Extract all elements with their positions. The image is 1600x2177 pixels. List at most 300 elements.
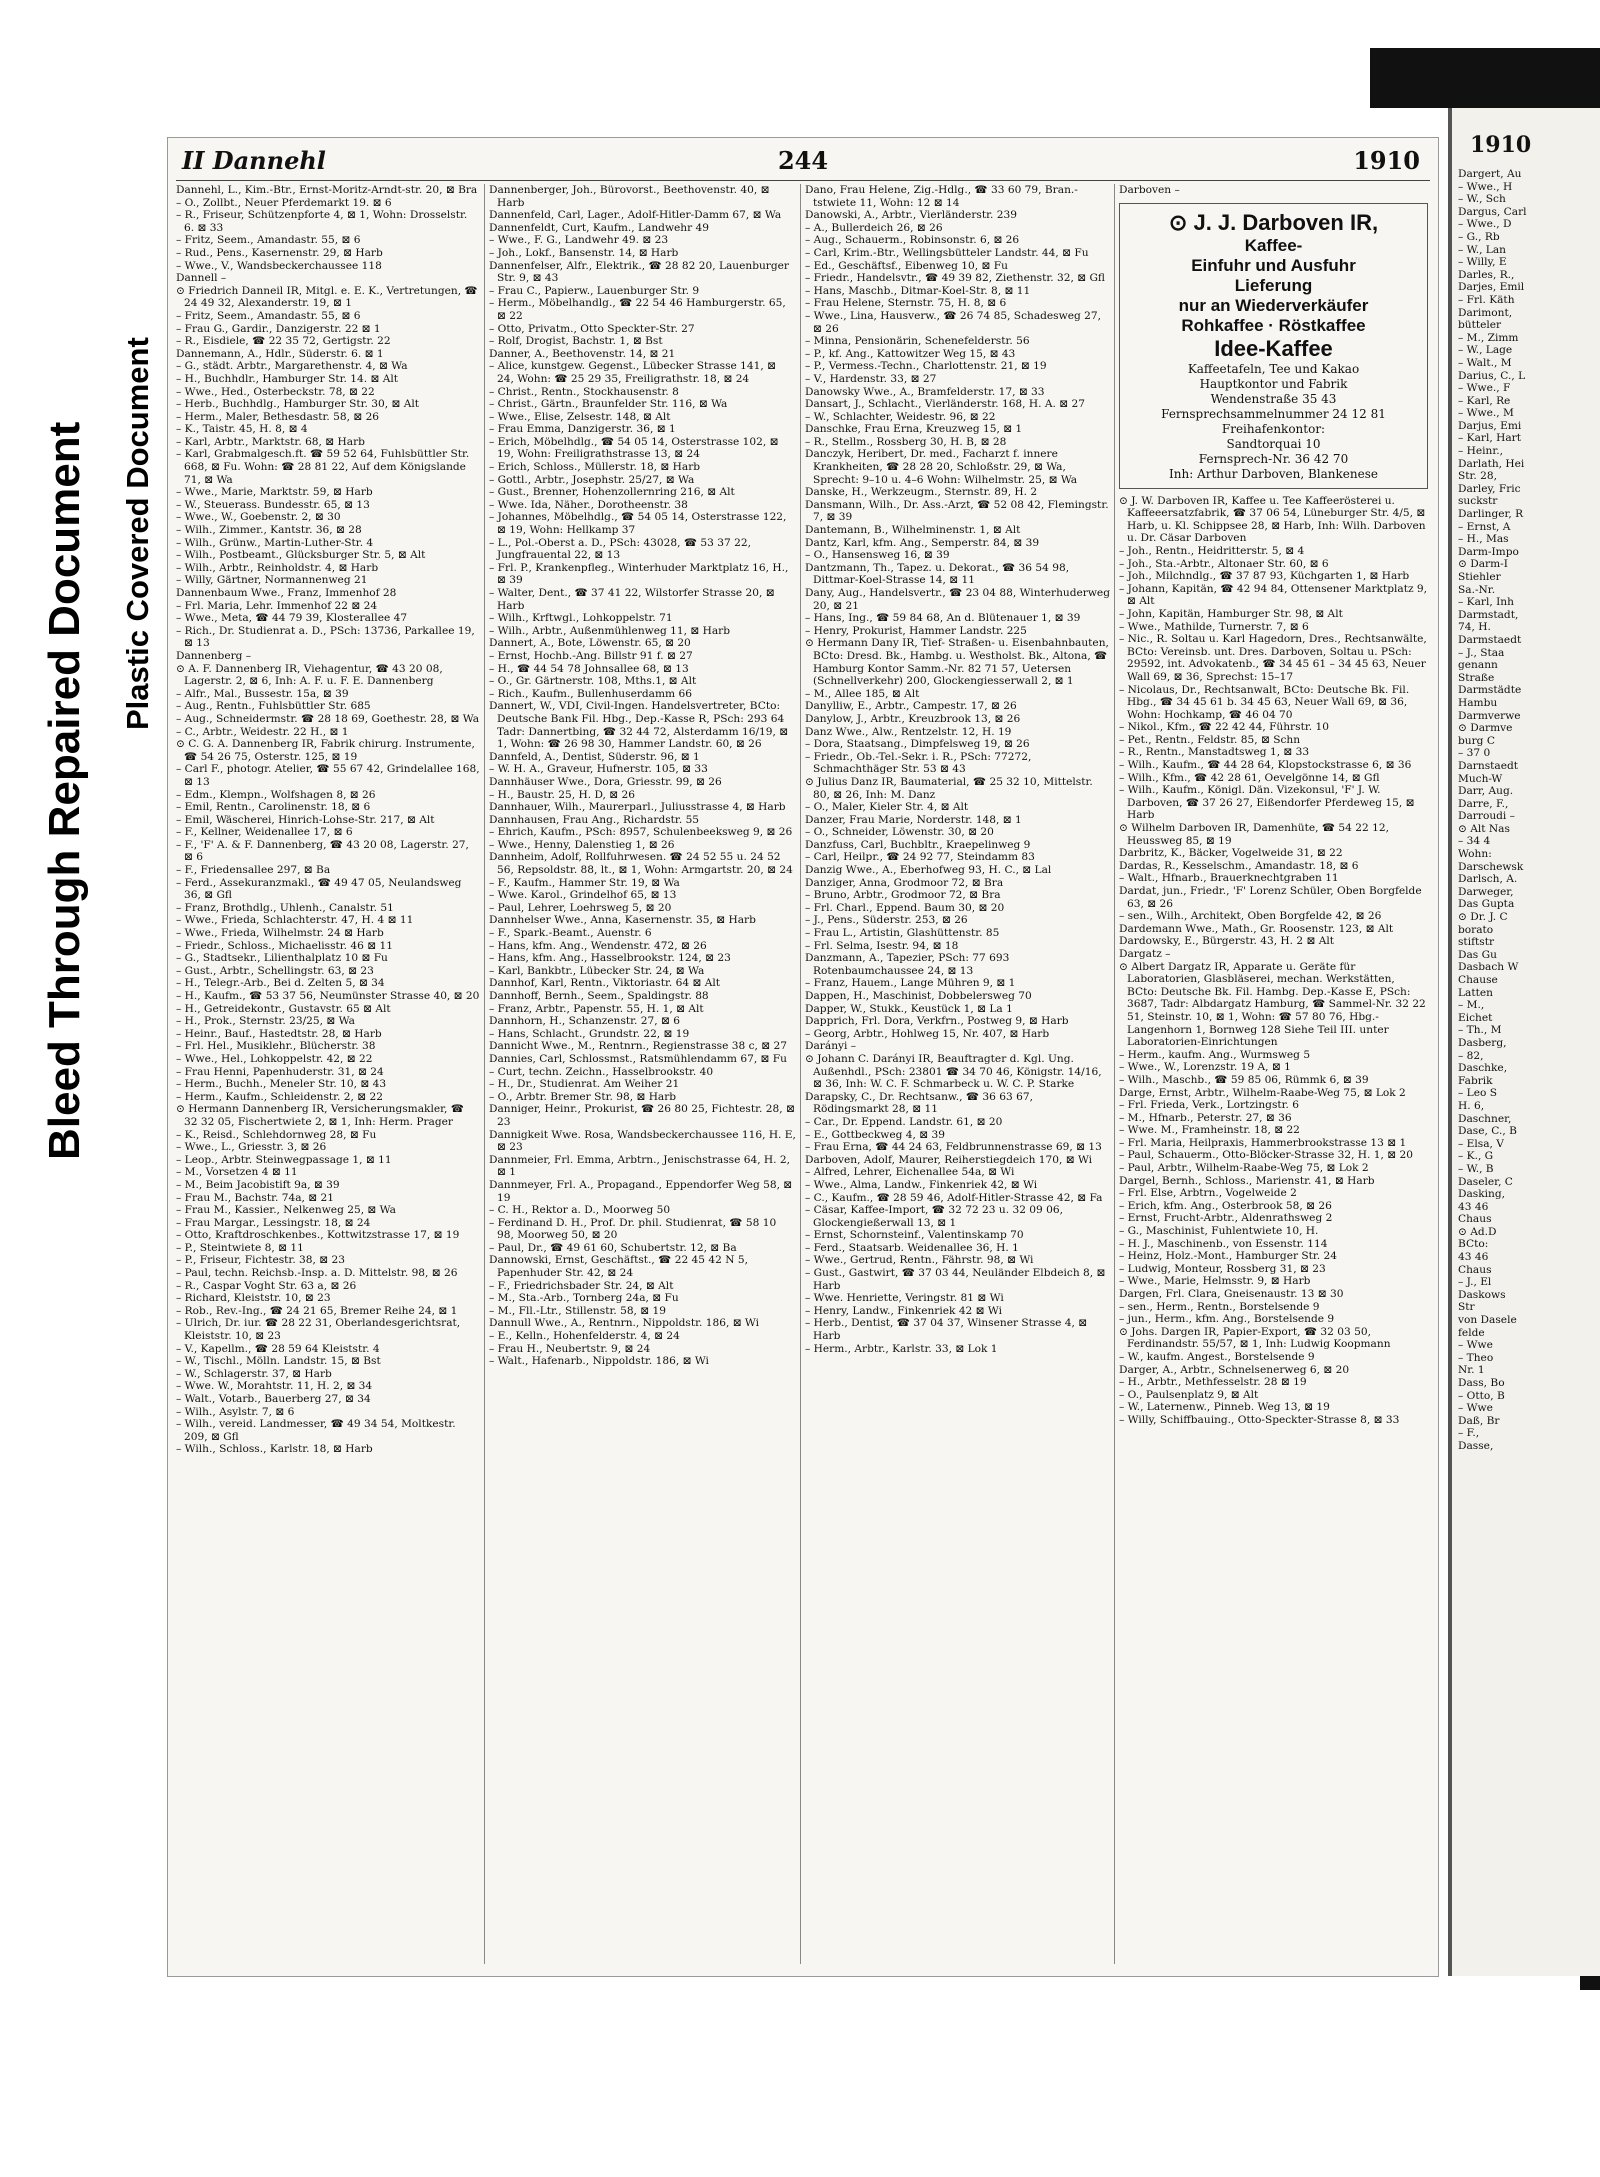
directory-entry: – Herb., Dentist, ☎ 37 04 37, Winsener Strasse 4, ⊠ Harb <box>805 1317 1088 1343</box>
directory-entry: Fernsprech-Nr. 36 42 70 <box>1198 451 1349 466</box>
directory-entry: – Alfred, Lehrer, Eichenallee 54a, ⊠ Wi <box>805 1166 1015 1179</box>
directory-entry: Danylow, J., Arbtr., Kreuzbrook 13, ⊠ 26 <box>805 712 1021 725</box>
directory-entry: Dapper, W., Stukk., Keustück 1, ⊠ La 1 <box>805 1002 1013 1015</box>
directory-entry: – 82, <box>1458 1049 1484 1062</box>
directory-entry: Dannert, W., VDI, Civil-Ingen. Handelsvertreter, BCto: Deutsche Bank Fil. Hbg., Dep.-Kasse R, PSch: 293 64 Tadr: Dannertbing, ☎ 32 44 72, Alsterdamm 16/19, ⊠ 1, Wohn: ☎ 26 98 30, Hammer Landstr. 60, ⊠ 26 <box>489 700 789 751</box>
directory-entry: Dasbach W <box>1458 961 1519 974</box>
directory-entry: Darapsky, C., Dr. Rechtsanw., ☎ 36 63 67, Rödingsmarkt 28, ⊠ 11 <box>805 1090 1033 1116</box>
directory-entry: Danowski, A., Arbtr., Vierländerstr. 239 <box>805 209 1017 222</box>
directory-entry: Kaffee- <box>1244 235 1303 255</box>
directory-entry: BCto: <box>1458 1238 1489 1251</box>
directory-entry: – Frau L., Artistin, Glashüttenstr. 85 <box>805 927 1000 940</box>
directory-entry: Dargert, Au <box>1458 168 1522 180</box>
directory-entry: Eichet <box>1458 1011 1493 1024</box>
ad-title: ⊙ J. J. Darboven IR, <box>1168 209 1379 235</box>
directory-entry: – C., Arbtr., Weidestr. 22 H., ⊠ 1 <box>176 725 349 738</box>
directory-entry: Darlath, Hei <box>1458 457 1525 470</box>
directory-entry: Dasse, <box>1458 1439 1494 1452</box>
directory-entry: – Walt., Hafenarb., Nippoldstr. 186, ⊠ Wi <box>489 1355 709 1368</box>
directory-entry: – J., Pens., Süderstr. 253, ⊠ 26 <box>805 914 968 927</box>
directory-entry: ⊙ A. F. Dannenberg IR, Viehagentur, ☎ 43 20 08, Lagerstr. 2, ⊠ 6, Inh: A. F. u. F. E. Dannenberg <box>176 662 443 688</box>
directory-entry: – Hans, Maschb., Ditmar-Koel-Str. 8, ⊠ 11 <box>805 284 1031 297</box>
directory-entry: Danzer, Frau Marie, Norderstr. 148, ⊠ 1 <box>805 813 1022 826</box>
directory-entry: – Karl, Grabmalgesch.ft. ☎ 59 52 64, Fuhlsbüttler Str. 668, ⊠ Fu. Wohn: ☎ 28 81 22, Auf dem Königslande 71, ⊠ Wa <box>176 448 470 486</box>
directory-entry: – H., Prok., Sternstr. 23/25, ⊠ Wa <box>176 1015 355 1028</box>
directory-entry: ⊙ Wilhelm Darboven IR, Damenhüte, ☎ 54 22 12, Heussweg 85, ⊠ 19 <box>1119 822 1389 847</box>
directory-entry: Dantzmann, Th., Tapez. u. Dekorat., ☎ 36 54 98, Dittmar-Koel-Strasse 14, ⊠ 11 <box>805 561 1070 587</box>
directory-entry: – jun., Herm., kfm. Ang., Borstelsende 9 <box>1119 1313 1335 1326</box>
directory-entry: Dappen, H., Maschinist, Dobbelersweg 70 <box>805 990 1032 1002</box>
directory-entry: Darlinger, R <box>1458 508 1524 521</box>
directory-entry: – Willy, Gärtner, Normannenweg 21 <box>176 574 368 587</box>
directory-entry: – A., Bullerdeich 26, ⊠ 26 <box>805 221 943 234</box>
directory-entry: – Christ., Rentn., Stockhausenstr. 8 <box>489 385 679 398</box>
directory-entry: Dass, Bo <box>1458 1377 1505 1389</box>
directory-entry: – Aug., Schneidermstr. ☎ 28 18 69, Goethestr. 28, ⊠ Wa <box>176 712 480 725</box>
directory-entry: – Heinr., <box>1458 445 1504 458</box>
directory-entry: – Joh., Milchndlg., ☎ 37 87 93, Küchgarten 1, ⊠ Harb <box>1119 570 1410 583</box>
directory-entry: Darre, F., <box>1458 797 1509 810</box>
directory-entry: – O., Schneider, Löwenstr. 30, ⊠ 20 <box>805 826 994 839</box>
directory-entry: – Herm., Arbtr., Karlstr. 33, ⊠ Lok 1 <box>805 1342 998 1355</box>
directory-entry: – K., Reisd., Schlehdornweg 28, ⊠ Fu <box>176 1128 377 1141</box>
directory-entry: – Friedr., Ob.-Tel.-Sekr. i. R., PSch: 77272, Schmachthäger Str. 53 ⊠ 43 <box>805 750 1032 776</box>
directory-entry: Dansmann, Wilh., Dr. Ass.-Arzt, ☎ 52 08 42, Flemingstr. 7, ⊠ 39 <box>805 498 1109 524</box>
directory-entry: Danziger, Anna, Grodmoor 72, ⊠ Bra <box>805 876 1004 889</box>
column-4 <box>1114 184 1432 1964</box>
directory-entry: – Edm., Klempn., Wolfshagen 8, ⊠ 26 <box>176 788 376 801</box>
page-number: 244 <box>777 146 829 175</box>
directory-entry: – Paul, Lehrer, Loehrsweg 5, ⊠ 20 <box>489 901 672 914</box>
directory-entry: – Wwe., Frieda, Wilhelmstr. 24 ⊠ Harb <box>176 927 384 940</box>
directory-entry: – Johann, Kapitän, ☎ 42 94 84, Ottensener Marktplatz 9, ⊠ Alt <box>1119 582 1428 608</box>
directory-entry: Danz Wwe., Alw., Rentzelstr. 12, H. 19 <box>805 725 1012 738</box>
directory-entry: – Wwe., Hed., Osterbeckstr. 78, ⊠ 22 <box>176 385 375 398</box>
directory-entry: – F., Kaufm., Hammer Str. 19, ⊠ Wa <box>489 876 680 889</box>
directory-entry: – Friedr., Schloss., Michaelisstr. 46 ⊠ 11 <box>176 939 393 952</box>
directory-entry: – Curt, techn. Zeichn., Hasselbrookstr. 40 <box>489 1065 714 1078</box>
directory-entry: – M., Hfnarb., Peterstr. 27, ⊠ 36 <box>1119 1111 1292 1124</box>
header-rule <box>176 180 1430 181</box>
directory-entry: Dansart, J., Schlacht., Vierländerstr. 168, H. A. ⊠ 27 <box>805 398 1085 411</box>
directory-entry: – Frl. Else, Arbtrn., Vogelweide 2 <box>1119 1187 1297 1200</box>
directory-entry: – Car., Dr. Eppend. Landstr. 61, ⊠ 20 <box>805 1115 1003 1128</box>
directory-entry: – Frau Helene, Sternstr. 75, H. 8, ⊠ 6 <box>805 297 1007 310</box>
directory-entry: Darroudi – <box>1458 810 1515 823</box>
directory-entry: – F., Friedensallee 297, ⊠ Ba <box>176 864 331 877</box>
directory-entry: 43 46 <box>1458 1200 1489 1213</box>
directory-entry: Dasberg, <box>1458 1036 1507 1049</box>
directory-entry: – Wwe., H <box>1458 180 1513 193</box>
directory-entry: – Gust., Arbtr., Schellingstr. 63, ⊠ 23 <box>176 964 374 977</box>
directory-entry: Dargel, Bernh., Schloss., Marienstr. 41, ⊠ Harb <box>1119 1174 1375 1187</box>
directory-entry: – Carl, Krim.-Btr., Wellingsbütteler Landstr. 44, ⊠ Fu <box>805 246 1089 259</box>
directory-entry: genann <box>1458 659 1498 672</box>
directory-entry: Dargen, Frl. Clara, Gneisenaustr. 13 ⊠ 30 <box>1119 1288 1344 1300</box>
directory-entry: – H., ☎ 44 54 78 Johnsallee 68, ⊠ 13 <box>489 662 689 675</box>
directory-entry: – Hans, kfm. Ang., Wendenstr. 472, ⊠ 26 <box>489 939 707 952</box>
directory-entry: – Henry, Landw., Finkenriek 42 ⊠ Wi <box>805 1304 1003 1317</box>
page-year: 1910 <box>1353 146 1420 175</box>
bleed-through-label: Bleed Through Repaired Document <box>40 421 89 1160</box>
directory-entry: – Frau Margar., Lessingstr. 18, ⊠ 24 <box>176 1216 371 1229</box>
directory-entry: Darimont, <box>1458 306 1513 319</box>
directory-entry: – M., Vorsetzen 4 ⊠ 11 <box>176 1166 298 1179</box>
directory-entry: – Georg, Arbtr., Hohlweg 15, Nr. 407, ⊠ Harb <box>805 1027 1050 1040</box>
directory-entry: – Ulrich, Dr. iur. ☎ 28 22 31, Oberlandesgerichtsrat, Kleiststr. 10, ⊠ 23 <box>176 1317 461 1343</box>
directory-entry: Latten <box>1458 986 1493 999</box>
directory-entry: Str. 28, <box>1458 470 1497 483</box>
directory-entry: Wendenstraße 35 43 <box>1210 391 1337 406</box>
directory-entry: Wohn: <box>1458 848 1492 861</box>
directory-entry: Darbritz, K., Bäcker, Vogelweide 31, ⊠ 22 <box>1119 847 1343 860</box>
directory-entry: – M., Zimm <box>1458 331 1519 344</box>
directory-entry: Daschner, <box>1458 1112 1512 1125</box>
directory-entry: – John, Kapitän, Hamburger Str. 98, ⊠ Alt <box>1119 607 1343 620</box>
directory-entry: – M., Sta.-Arb., Tornberg 24a, ⊠ Fu <box>489 1292 679 1305</box>
directory-entry: Daskows <box>1458 1288 1506 1301</box>
directory-entry: Dasking, <box>1458 1188 1506 1201</box>
directory-entry: – Willy, Schiffbauing., Otto-Speckter-Strasse 8, ⊠ 33 <box>1119 1413 1400 1426</box>
directory-entry: Dannenfeldt, Curt, Kaufm., Landwehr 49 <box>489 221 710 234</box>
directory-entry: ⊙ Darmve <box>1458 722 1513 735</box>
directory-entry: – Wwe., Marie, Helmsstr. 9, ⊠ Harb <box>1119 1275 1311 1288</box>
directory-entry: – Joh., Sta.-Arbtr., Altonaer Str. 60, ⊠ 6 <box>1119 557 1329 570</box>
directory-entry: – Wwe., Marie, Marktstr. 59, ⊠ Harb <box>176 486 373 499</box>
directory-entry: – F., Spark.-Beamt., Auenstr. 6 <box>489 927 652 940</box>
directory-entry: Chause <box>1458 974 1498 986</box>
directory-entry: – Ernst, Schornsteinf., Valentinskamp 70 <box>805 1229 1024 1242</box>
directory-entry: Dannenbaum Wwe., Franz, Immenhof 28 <box>176 587 397 599</box>
directory-entry: – Franz, Hauem., Lange Mühren 9, ⊠ 1 <box>805 977 1016 990</box>
directory-entry: Dannhoff, Bernh., Seem., Spaldingstr. 88 <box>489 990 709 1002</box>
directory-entry: Dardemann Wwe., Math., Gr. Roosenstr. 123, ⊠ Alt <box>1119 922 1394 935</box>
directory-entry: – O., Zollbt., Neuer Pferdemarkt 19. ⊠ 6 <box>176 196 392 209</box>
directory-entry: – J., Staa <box>1458 646 1505 659</box>
directory-entry: – G., Rb <box>1458 230 1500 243</box>
directory-entry: Dannell – <box>176 272 227 285</box>
directory-entry: Fabrik <box>1458 1074 1493 1087</box>
directory-entry: Danzig Wwe., A., Eberhofweg 93, H. C., ⊠ Lal <box>805 864 1052 877</box>
directory-entry: – Wwe., Mathilde, Turnerstr. 7, ⊠ 6 <box>1119 620 1309 633</box>
directory-entry: – Alfr., Mal., Bussestr. 15a, ⊠ 39 <box>176 687 349 700</box>
directory-entry: – Paul, Schauerm., Otto-Blöcker-Strasse 32, H. 1, ⊠ 20 <box>1119 1149 1413 1162</box>
directory-entry: – Gottl., Arbtr., Josephstr. 25/27, ⊠ Wa <box>489 473 695 486</box>
directory-entry: – Wwe., V., Wandsbeckerchaussee 118 <box>176 259 382 272</box>
directory-entry: – Rich., Kaufm., Bullenhuserdamm 66 <box>489 687 692 700</box>
directory-entry: – W., Sch <box>1458 193 1506 206</box>
directory-entry: – Emil, Wäscherei, Hinrich-Lohse-Str. 217, ⊠ Alt <box>176 813 435 826</box>
directory-entry: suckstr <box>1458 495 1498 508</box>
directory-entry: – Wwe., Elise, Zelsestr. 148, ⊠ Alt <box>489 410 671 423</box>
directory-entry: Rohkaffee · Röstkaffee <box>1181 315 1366 335</box>
directory-entry: Dannicht Wwe., M., Rentnrn., Regienstrasse 38 c, ⊠ 27 <box>489 1040 787 1053</box>
directory-entry: – Rob., Rev.-Ing., ☎ 24 21 65, Bremer Reihe 24, ⊠ 1 <box>176 1304 458 1317</box>
directory-entry: ⊙ C. G. A. Dannenberg IR, Fabrik chirurg. Instrumente, ☎ 54 26 75, Osterstr. 125, ⊠ 19 <box>176 738 475 763</box>
directory-entry: – Frl. P., Krankenpfleg., Winterhuder Marktplatz 16, H., ⊠ 39 <box>489 561 789 587</box>
directory-entry: – 34 4 <box>1458 835 1491 848</box>
directory-entry: – Christ., Gärtn., Braunfelder Str. 116, ⊠ Wa <box>489 398 728 411</box>
directory-entry: Dannhelser Wwe., Anna, Kasernenstr. 35, ⊠ Harb <box>489 914 756 927</box>
directory-entry: – Theo <box>1458 1351 1494 1364</box>
directory-entry: – Franz, Brothdlg., Uhlenh., Canalstr. 51 <box>176 901 394 914</box>
column-2 <box>484 184 800 1964</box>
directory-entry: Dannheim, Adolf, Rollfuhrwesen. ☎ 24 52 55 u. 24 52 56, Repsoldstr. 88, lt., ⊠ 1, Wohn: Armgartstr. 20, ⊠ 24 <box>489 851 793 877</box>
page-heading-name: II Dannehl <box>182 146 326 175</box>
directory-entry: – Nikol., Kfm., ☎ 22 42 44, Führstr. 10 <box>1119 721 1329 734</box>
directory-entry: – Joh., Lokf., Bansenstr. 14, ⊠ Harb <box>489 246 679 259</box>
directory-entry: – Wwe., D <box>1458 218 1512 231</box>
directory-entry: Hambu <box>1458 696 1498 709</box>
directory-entry: Lieferung <box>1234 275 1313 295</box>
directory-entry: – R., Eisdiele, ☎ 22 35 72, Gertigstr. 22 <box>176 335 391 348</box>
directory-entry: – W., Steuerass. Bundesstr. 65, ⊠ 13 <box>176 498 370 511</box>
directory-entry: Darmstadt, <box>1458 608 1519 621</box>
directory-entry: Dannehl, L., Kim.-Btr., Ernst-Moritz-Arndt-str. 20, ⊠ Bra <box>176 184 478 196</box>
directory-entry: Darge, Ernst, Arbtr., Wilhelm-Raabe-Weg 75, ⊠ Lok 2 <box>1119 1086 1406 1099</box>
directory-entry: Darboven, Adolf, Maurer, Reiherstiegdeich 170, ⊠ Wi <box>805 1153 1093 1166</box>
directory-entry: Dannemann, A., Hdlr., Süderstr. 6. ⊠ 1 <box>176 347 384 360</box>
directory-entry: – Wwe., M <box>1458 407 1514 420</box>
directory-entry: – Frau Henni, Papenhuderstr. 31, ⊠ 24 <box>176 1065 384 1078</box>
directory-entry: Str <box>1458 1301 1475 1314</box>
directory-entry: Dannfeld, A., Dentist, Süderstr. 96, ⊠ 1 <box>489 750 700 763</box>
directory-entry: 74, H. <box>1458 621 1491 634</box>
directory-entry: Dannert, A., Bote, Löwenstr. 65, ⊠ 20 <box>489 637 691 650</box>
directory-entry: – Karl, Bankbtr., Lübecker Str. 24, ⊠ Wa <box>489 964 705 977</box>
directory-entry: – Cäsar, Kaffee-Import, ☎ 32 72 23 u. 32 09 06, Glockengießerwall 13, ⊠ 1 <box>805 1204 1063 1229</box>
directory-entry: – Otto, B <box>1458 1389 1505 1402</box>
plastic-covered-label: Plastic Covered Document <box>120 337 155 730</box>
directory-entry: – Frl. Frieda, Verk., Lortzingstr. 6 <box>1119 1099 1300 1112</box>
directory-entry: – H., Baustr. 25, H. D, ⊠ 26 <box>489 788 636 801</box>
directory-entry: – W., Lage <box>1458 344 1513 357</box>
directory-entry: Danner, A., Beethovenstr. 14, ⊠ 21 <box>489 347 676 360</box>
directory-entry: – Herb., Buchhdlg., Hamburger Str. 30, ⊠ Alt <box>176 398 420 411</box>
directory-entry: – Erich, kfm. Ang., Osterbrook 58, ⊠ 26 <box>1119 1199 1332 1212</box>
directory-entry: – Frau Emma, Danzigerstr. 36, ⊠ 1 <box>489 423 676 436</box>
directory-entry: Straße <box>1458 671 1495 684</box>
directory-entry: – O., Paulsenplatz 9, ⊠ Alt <box>1119 1388 1259 1401</box>
directory-entry: Dargus, Carl <box>1458 205 1527 218</box>
directory-entry: – Wwe., F. G., Landwehr 49. ⊠ 23 <box>489 234 669 247</box>
directory-entry: – Frl. Hel., Musiklehr., Blücherstr. 38 <box>176 1040 376 1053</box>
directory-entry: felde <box>1458 1326 1485 1339</box>
directory-entry: Danylliw, E., Arbtr., Campestr. 17, ⊠ 26 <box>805 700 1017 713</box>
directory-entry: – Wwe., Lina, Hausverw., ☎ 26 74 85, Schadesweg 27, ⊠ 26 <box>805 309 1101 335</box>
directory-entry: Dannhausen, Frau Ang., Richardstr. 55 <box>489 813 700 826</box>
directory-entry: Danniger, Heinr., Prokurist, ☎ 26 80 25, Fichtestr. 28, ⊠ 23 <box>489 1103 795 1128</box>
directory-entry: – sen., Wilh., Architekt, Oben Borgfelde 42, ⊠ 26 <box>1119 910 1382 923</box>
directory-entry: – L., Pol.-Oberst a. D., PSch: 43028, ☎ 53 37 22, Jungfrauental 22, ⊠ 13 <box>489 536 751 562</box>
directory-entry: – H., Telegr.-Arb., Bei d. Zelten 5, ⊠ 34 <box>176 977 385 990</box>
directory-entry: – R., Friseur, Schützenpforte 4, ⊠ 1, Wohn: Drosselstr. 6. ⊠ 33 <box>176 209 468 234</box>
directory-entry: – Frau G., Gardir., Danzigerstr. 22 ⊠ 1 <box>176 322 381 335</box>
directory-entry: Much-W <box>1458 772 1503 785</box>
directory-entry: – Karl, Inh <box>1458 596 1514 609</box>
directory-entry: – Wilh., Schloss., Karlstr. 18, ⊠ Harb <box>176 1443 373 1456</box>
directory-entry: – Wwe., Alma, Landw., Finkenriek 42, ⊠ Wi <box>805 1178 1038 1191</box>
directory-entry: Darjus, Emi <box>1458 419 1522 432</box>
directory-entry: – Wwe. Ida, Näher., Dorotheenstr. 38 <box>489 498 688 511</box>
directory-entry: ⊙ Ad.D <box>1458 1225 1497 1238</box>
directory-entry: Dannenfelser, Alfr., Elektrik., ☎ 28 82 20, Lauenburger Str. 9, ⊠ 43 <box>489 259 789 285</box>
directory-entry: – Ferd., Staatsarb. Weidenallee 36, H. 1 <box>805 1241 1019 1254</box>
directory-entry: – Bruno, Arbtr., Grodmoor 72, ⊠ Bra <box>805 889 1001 902</box>
directory-entry: Dardas, R., Kesselschm., Amandastr. 18, ⊠ 6 <box>1119 859 1359 872</box>
directory-entry: – Paul, Arbtr., Wilhelm-Raabe-Weg 75, ⊠ Lok 2 <box>1119 1162 1369 1175</box>
directory-entry: Darius, C., L <box>1458 369 1526 382</box>
directory-entry: – Walter, Dent., ☎ 37 41 22, Wilstorfer Strasse 20, ⊠ Harb <box>489 587 775 612</box>
directory-entry: – Ludwig, Monteur, Rossberg 31, ⊠ 23 <box>1119 1262 1326 1275</box>
directory-entry: Danske, H., Werkzeugm., Sternstr. 89, H. 2 <box>805 486 1038 499</box>
directory-entry: – Frl. Charl., Eppend. Baum 30, ⊠ 20 <box>805 901 1005 914</box>
directory-entry: ⊙ J. W. Darboven IR, Kaffee u. Tee Kaffeerösterei u. Kaffeeersatzfabrik, ☎ 37 06 54, Lüneburger Str. 4/5, ⊠ Harb, u. Kl. Schippsee 28, ⊠ Harb, Inh: Wilh. Darboven u. Dr. Cäsar Darboven <box>1119 494 1426 545</box>
directory-entry: – Franz, Arbtr., Papenstr. 55, H. 1, ⊠ Alt <box>489 1002 704 1015</box>
directory-entry: Sa.-Nr. <box>1458 583 1496 596</box>
directory-entry: 43 46 <box>1458 1251 1489 1264</box>
directory-entry: Nr. 1 <box>1458 1364 1485 1377</box>
adjacent-page-fragment <box>1448 108 1600 1976</box>
directory-entry: Dannenfeld, Carl, Lager., Adolf-Hitler-Damm 67, ⊠ Wa <box>489 209 782 222</box>
directory-entry: – Wilh., Arbtr., Reinholdstr. 4, ⊠ Harb <box>176 561 379 574</box>
directory-entry: – Fritz, Seem., Amandastr. 55, ⊠ 6 <box>176 234 361 247</box>
directory-entry: – Aug., Schauerm., Robinsonstr. 6, ⊠ 26 <box>805 234 1020 247</box>
directory-entry: – W., Tischl., Mölln. Landstr. 15, ⊠ Bst <box>176 1355 381 1368</box>
directory-entry: – J., El <box>1458 1276 1492 1289</box>
directory-entry: – P., Vermess.-Techn., Charlottenstr. 21, ⊠ 19 <box>805 360 1047 373</box>
directory-entry: – F., <box>1458 1427 1480 1440</box>
directory-entry: ⊙ Dr. J. C <box>1458 911 1508 924</box>
column-1 <box>172 184 484 1964</box>
directory-entry: – Leo S <box>1458 1087 1497 1100</box>
directory-entry: – Wilh., Grünw., Martin-Luther-Str. 4 <box>176 536 374 549</box>
directory-entry: – R., Stellm., Rossberg 30, H. B, ⊠ 28 <box>805 435 1007 448</box>
directory-entry: – P., Friseur, Fichtestr. 38, ⊠ 23 <box>176 1254 346 1267</box>
directory-entry: – Herm., Möbelhandlg., ☎ 22 54 46 Hamburgerstr. 65, ⊠ 22 <box>489 297 786 322</box>
directory-entry: – Walt., M <box>1458 356 1512 369</box>
directory-entry: – Aug., Rentn., Fuhlsbüttler Str. 685 <box>176 700 371 713</box>
directory-entry: – Herm., Maler, Bethesdastr. 58, ⊠ 26 <box>176 410 380 423</box>
directory-entry: Dannenberger, Joh., Bürovorst., Beethovenstr. 40, ⊠ Harb <box>489 184 770 209</box>
directory-entry: Darger, A., Arbtr., Schnelsenerweg 6, ⊠ 20 <box>1119 1363 1350 1376</box>
directory-entry: – Wwe. Karol., Grindelhof 65, ⊠ 13 <box>489 889 677 902</box>
directory-entry: – G., städt. Arbtr., Margarethenstr. 4, ⊠ Wa <box>176 360 408 373</box>
directory-entry: – Herm., Buchh., Meneler Str. 10, ⊠ 43 <box>176 1078 387 1091</box>
directory-entry: – Karl, Re <box>1458 394 1511 407</box>
directory-entry: Danschke, Frau Erna, Kreuzweg 15, ⊠ 1 <box>805 423 1023 436</box>
directory-entry: – E., Gottbeckweg 4, ⊠ 39 <box>805 1128 945 1141</box>
directory-entry: – Elsa, V <box>1458 1137 1504 1150</box>
directory-entry: – Frau M., Bachstr. 74a, ⊠ 21 <box>176 1191 334 1204</box>
directory-entry: – Walt., Hfnarb., Brauerknechtgraben 11 <box>1119 872 1339 885</box>
directory-entry: Darley, Fric <box>1458 482 1521 495</box>
directory-entry: – Ernst, Hochb.-Ang. Billstr 91 f. ⊠ 27 <box>489 649 693 662</box>
directory-entry: – G., Maschinist, Fuhlentwiete 10, H. <box>1119 1225 1319 1238</box>
column-4-top <box>1119 184 1428 197</box>
directory-entry: – Erich, Schloss., Müllerstr. 18, ⊠ Harb <box>489 461 701 474</box>
directory-entry: – Frau C., Papierw., Lauenburger Str. 9 <box>489 284 700 297</box>
directory-entry: Das Gu <box>1458 948 1497 961</box>
adjacent-page-year: 1910 <box>1470 132 1532 158</box>
directory-entry: Darmstaedt <box>1458 633 1522 646</box>
directory-entry: – Ernst, A <box>1458 520 1511 533</box>
directory-entry: – Heinz, Holz.-Mont., Hamburger Str. 24 <box>1119 1250 1338 1263</box>
directory-entry: – Wilh., Zimmer., Kantstr. 36, ⊠ 28 <box>176 524 362 537</box>
directory-entry: – Friedr., Handelsvtr., ☎ 49 39 82, Ziethenstr. 32, ⊠ Gfl <box>805 272 1105 285</box>
directory-entry: – Ferdinand D. H., Prof. Dr. phil. Studienrat, ☎ 58 10 98, Moorweg 50, ⊠ 20 <box>489 1216 777 1242</box>
directory-entry: – Fritz, Seem., Amandastr. 55, ⊠ 6 <box>176 309 361 322</box>
directory-entry: – Wilh., Maschb., ☎ 59 85 06, Rümmk 6, ⊠ 39 <box>1119 1073 1369 1086</box>
directory-entry: – F., 'F' A. & F. Dannenberg, ☎ 43 20 08, Lagerstr. 27, ⊠ 6 <box>176 838 469 864</box>
directory-entry: – O., Hansensweg 16, ⊠ 39 <box>805 549 950 562</box>
directory-entry: – Wwe., L., Griesstr. 3, ⊠ 26 <box>176 1141 327 1154</box>
directory-entry: – Heinr., Bauf., Hastedtstr. 28, ⊠ Harb <box>176 1027 382 1040</box>
directory-entry: – Wwe. M., Framheinstr. 18, ⊠ 22 <box>1119 1124 1300 1137</box>
ad-lines <box>1124 236 1423 336</box>
directory-entry: – Leop., Arbtr. Steinwegpassage 1, ⊠ 11 <box>176 1153 392 1166</box>
directory-entry: – V., Kapellm., ☎ 28 59 64 Kleiststr. 4 <box>176 1342 380 1355</box>
directory-entry: Freihafenkontor: <box>1221 421 1326 436</box>
directory-entry: – V., Hardenstr. 33, ⊠ 27 <box>805 372 937 385</box>
directory-entry: – Wwe., F <box>1458 382 1511 395</box>
directory-entry: Darboven – <box>1119 184 1180 196</box>
directory-entry: – W., kaufm. Angest., Borstelsende 9 <box>1119 1350 1315 1363</box>
directory-entry: Sandtorquai 10 <box>1226 436 1321 451</box>
directory-entry: Chaus <box>1458 1263 1492 1276</box>
directory-entry: burg C <box>1458 734 1495 747</box>
directory-entry: – F., Kellner, Weidenallee 17, ⊠ 6 <box>176 826 353 839</box>
directory-entry: ⊙ Johs. Dargen IR, Papier-Export, ☎ 32 03 50, Ferdinandstr. 55/57, ⊠ 1, Inh: Ludwig Koopmann <box>1119 1325 1391 1351</box>
directory-entry: – K., G <box>1458 1150 1494 1163</box>
adjacent-page-column <box>1458 168 1600 1453</box>
directory-entry: – Otto, Kraftdroschkenbes., Kottwitzstrasse 17, ⊠ 19 <box>176 1229 460 1242</box>
directory-entry: – Wwe <box>1458 1339 1493 1352</box>
directory-entry: – Rolf, Drogist, Bachstr. 1, ⊠ Bst <box>489 335 663 348</box>
directory-entry: – H., Getreidekontr., Gustavstr. 65 ⊠ Alt <box>176 1002 391 1015</box>
directory-entry: H. 6, <box>1458 1099 1485 1112</box>
directory-entry: – W., B <box>1458 1162 1494 1175</box>
directory-entry: – Wilh., vereid. Landmesser, ☎ 49 34 54, Moltkestr. 209, ⊠ Gfl <box>176 1418 456 1443</box>
directory-entry: – H., Dr., Studienrat. Am Weiher 21 <box>489 1078 680 1091</box>
directory-entry: nur an Wiederverkäufer <box>1178 295 1369 315</box>
directory-entry: – H., Kaufm., ☎ 53 37 56, Neumünster Strasse 40, ⊠ 20 <box>176 990 480 1002</box>
directory-entry: – Nicolaus, Dr., Rechtsanwalt, BCto: Deutsche Bk. Fil. Hbg., ☎ 34 45 61 b. 34 45 63, Neuer Wall 69, ⊠ 36, Wohn: Hochkamp, ☎ 46 04 70 <box>1119 683 1410 721</box>
directory-entry: ⊙ Hermann Dany IR, Tief- Straßen- u. Eisenbahnbauten, BCto: Dresd. Bk., Hambg. u. Westholst. Bk., Altona, ☎ Hamburg Kontor Samm.-Nr. 82 71 57, Uetersen (Schnellverkehr) 200, Glockengiesserwall 2, ⊠ 1 <box>805 637 1109 688</box>
directory-entry: – W., Schlagerstr. 37, ⊠ Harb <box>176 1367 332 1380</box>
directory-entry: – Karl, Arbtr., Marktstr. 68, ⊠ Harb <box>176 435 365 448</box>
ad-details <box>1124 362 1423 482</box>
directory-entry: Darlsch, A. <box>1458 873 1518 886</box>
directory-entry: – Frl. Maria, Heilpraxis, Hammerbrookstrasse 13 ⊠ 1 <box>1119 1136 1407 1149</box>
directory-entry: Dannigkeit Wwe. Rosa, Wandsbeckerchaussee 116, H. E, ⊠ 23 <box>489 1128 796 1154</box>
directory-entry: ⊙ Johann C. Darányi IR, Beauftragter d. Kgl. Ung. Außenhdl., PSch: 23801 ☎ 34 70 46, Königstr. 14/16, ⊠ 36, Inh: W. C. F. Schmarbeck u. W. C. P. Starke <box>805 1052 1102 1091</box>
directory-entry: – Paul, techn. Reichsb.-Insp. a. D. Mittelstr. 98, ⊠ 26 <box>176 1267 458 1280</box>
directory-entry: – H., Mas <box>1458 533 1509 546</box>
directory-entry: – Richard, Kleiststr. 10, ⊠ 23 <box>176 1292 331 1305</box>
directory-entry: Darmverwe <box>1458 709 1521 722</box>
directory-entry: – Walt., Votarb., Bauerberg 27, ⊠ 34 <box>176 1393 371 1405</box>
directory-entry: Einfuhr und Ausfuhr <box>1191 255 1356 275</box>
directory-entry: – Hans, Schlacht., Grundstr. 22, ⊠ 19 <box>489 1027 690 1040</box>
directory-entry: Dannhauer, Wilh., Maurerparl., Juliusstrasse 4, ⊠ Harb <box>489 801 786 814</box>
directory-entry: – R., Caspar Voght Str. 63 a, ⊠ 26 <box>176 1279 357 1292</box>
directory-entry: – Karl, Hart <box>1458 432 1521 445</box>
directory-entry: – Wilh., Asylstr. 7, ⊠ 6 <box>176 1405 295 1418</box>
directory-entry: – F., Friedrichsbader Str. 24, ⊠ Alt <box>489 1279 674 1292</box>
directory-entry: – C., Kaufm., ☎ 28 59 46, Adolf-Hitler-Strasse 42, ⊠ Fa <box>805 1191 1103 1204</box>
directory-entry: – Gust., Brenner, Hohenzollernring 216, ⊠ Alt <box>489 486 735 499</box>
